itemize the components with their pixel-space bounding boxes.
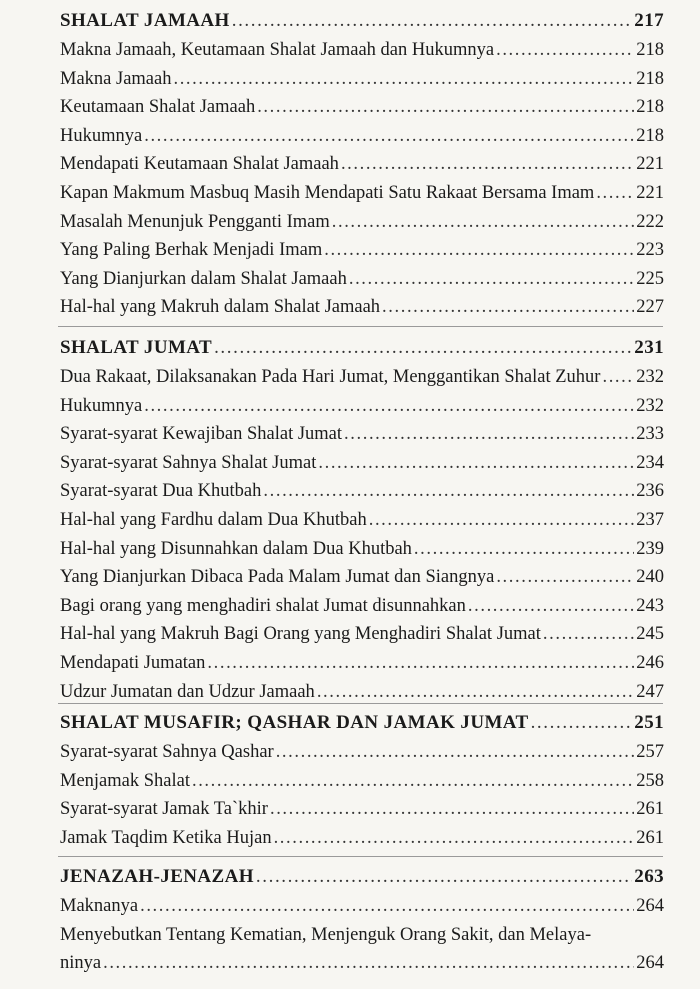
entry-page-number: 246 bbox=[636, 653, 664, 673]
entry-title: Jamak Taqdim Ketika Hujan bbox=[60, 827, 272, 848]
chapter-page-number: 251 bbox=[634, 712, 664, 733]
toc-entry[interactable] bbox=[60, 183, 664, 204]
entry-title: Syarat-syarat Dua Khutbah bbox=[60, 481, 262, 502]
entry-page-number: 261 bbox=[636, 827, 664, 848]
section-divider bbox=[58, 326, 663, 327]
entry-title: Kapan Makmum Masbuq Masih Mendapati Satu Rakaat Bersama Imam bbox=[60, 183, 595, 203]
entry-title: Makna Jamaah bbox=[60, 68, 172, 89]
dot-leader bbox=[274, 828, 635, 849]
dot-leader bbox=[332, 212, 635, 233]
entry-page-number: 227 bbox=[636, 297, 664, 318]
toc-entry[interactable] bbox=[60, 596, 664, 617]
entry-page-number: 264 bbox=[636, 953, 664, 974]
entry-title: Syarat-syarat Jamak Ta`khir bbox=[60, 799, 268, 820]
toc-entry[interactable] bbox=[60, 653, 664, 674]
toc-chapter[interactable] bbox=[60, 866, 664, 888]
chapter-page-number: 217 bbox=[634, 10, 664, 31]
toc-entry[interactable] bbox=[60, 567, 664, 588]
toc-chapter[interactable] bbox=[60, 10, 664, 32]
entry-title: Dua Rakaat, Dilaksanakan Pada Hari Jumat, Menggantikan Shalat Zuhur bbox=[60, 367, 601, 387]
dot-leader bbox=[496, 567, 634, 588]
chapter-title: SHALAT MUSAFIR; QASHAR DAN JAMAK JUMAT bbox=[60, 712, 529, 733]
toc-entry[interactable] bbox=[60, 396, 664, 417]
toc-entry[interactable] bbox=[60, 682, 664, 703]
toc-entry[interactable] bbox=[60, 40, 664, 61]
toc-entry[interactable] bbox=[60, 97, 664, 118]
entry-page-number: 218 bbox=[636, 97, 664, 118]
entry-page-number: 225 bbox=[636, 268, 664, 289]
entry-title: Bagi orang yang menghadiri shalat Jumat disunnahkan bbox=[60, 595, 466, 616]
dot-leader bbox=[496, 40, 634, 61]
toc-entry[interactable] bbox=[60, 424, 664, 445]
dot-leader bbox=[232, 10, 633, 32]
dot-leader bbox=[341, 154, 634, 175]
dot-leader bbox=[192, 771, 634, 792]
entry-title: Keutamaan Shalat Jamaah bbox=[60, 97, 256, 118]
dot-leader bbox=[382, 297, 634, 318]
toc-entry[interactable] bbox=[60, 453, 664, 474]
toc-chapter[interactable] bbox=[60, 712, 664, 734]
entry-page-number: 257 bbox=[636, 742, 664, 762]
entry-title: Hukumnya bbox=[60, 125, 143, 146]
chapter-title: SHALAT JUMAT bbox=[60, 337, 213, 358]
entry-page-number: 237 bbox=[636, 510, 664, 530]
dot-leader bbox=[140, 896, 634, 917]
toc-entry-line1[interactable]: Menyebutkan Tentang Kematian, Menjenguk Orang Sakit, dan Melaya- bbox=[60, 924, 592, 945]
entry-title: Mendapati Keutamaan Shalat Jamaah bbox=[60, 154, 339, 175]
entry-page-number: 261 bbox=[636, 799, 664, 820]
entry-title: Udzur Jumatan dan Udzur Jamaah bbox=[60, 681, 315, 702]
entry-page-number: 240 bbox=[636, 567, 664, 588]
dot-leader bbox=[270, 799, 634, 820]
entry-title: Menjamak Shalat bbox=[60, 770, 190, 791]
entry-page-number: 218 bbox=[636, 125, 664, 146]
entry-title: Masalah Menunjuk Pengganti Imam bbox=[60, 211, 330, 232]
entry-page-number: 233 bbox=[636, 424, 664, 445]
entry-title: Mendapati Jumatan bbox=[60, 653, 206, 673]
entry-page-number: 218 bbox=[636, 40, 664, 60]
entry-title: Maknanya bbox=[60, 896, 139, 916]
chapter-page-number: 263 bbox=[634, 866, 664, 887]
toc-entry[interactable] bbox=[60, 481, 664, 502]
chapter-page-number: 231 bbox=[634, 337, 664, 358]
dot-leader bbox=[531, 712, 633, 734]
dot-leader bbox=[173, 69, 634, 90]
entry-page-number: 218 bbox=[636, 68, 664, 89]
entry-page-number: 223 bbox=[636, 240, 664, 261]
dot-leader bbox=[596, 183, 634, 204]
toc-entry[interactable] bbox=[60, 799, 664, 820]
toc-entry[interactable] bbox=[60, 240, 664, 261]
entry-title: Hal-hal yang Fardhu dalam Dua Khutbah bbox=[60, 510, 367, 530]
entry-page-number: 236 bbox=[636, 481, 664, 502]
entry-page-number: 239 bbox=[636, 538, 664, 559]
entry-title: Syarat-syarat Sahnya Shalat Jumat bbox=[60, 452, 317, 473]
entry-page-number: 258 bbox=[636, 770, 664, 791]
dot-leader bbox=[207, 653, 634, 674]
chapter-title: JENAZAH-JENAZAH bbox=[60, 866, 254, 887]
entry-title: Syarat-syarat Sahnya Qashar bbox=[60, 742, 274, 762]
entry-title: Hukumnya bbox=[60, 395, 143, 416]
toc-chapter[interactable] bbox=[60, 337, 664, 359]
section-divider bbox=[58, 703, 663, 704]
toc-entry[interactable] bbox=[60, 154, 664, 175]
entry-title: Syarat-syarat Kewajiban Shalat Jumat bbox=[60, 424, 343, 445]
entry-page-number: 234 bbox=[636, 452, 664, 473]
dot-leader bbox=[103, 953, 634, 974]
toc-entry[interactable] bbox=[60, 126, 664, 147]
entry-page-number: 222 bbox=[636, 211, 664, 232]
dot-leader bbox=[318, 453, 634, 474]
toc-entry[interactable] bbox=[60, 742, 664, 763]
entry-page-number: 232 bbox=[636, 367, 664, 387]
entry-title: Makna Jamaah, Keutamaan Shalat Jamaah dan Hukumnya bbox=[60, 40, 495, 60]
dot-leader bbox=[276, 742, 635, 763]
entry-page-number: 247 bbox=[636, 681, 664, 702]
entry-title: Yang Dianjurkan Dibaca Pada Malam Jumat dan Siangnya bbox=[60, 567, 495, 588]
dot-leader bbox=[468, 596, 634, 617]
chapter-title: SHALAT JAMAAH bbox=[60, 10, 230, 31]
dot-leader bbox=[144, 126, 634, 147]
entry-page-number: 264 bbox=[636, 896, 664, 916]
toc-entry[interactable] bbox=[60, 269, 664, 290]
dot-leader bbox=[344, 424, 634, 445]
dot-leader bbox=[543, 624, 634, 645]
entry-title: Yang Dianjurkan dalam Shalat Jamaah bbox=[60, 268, 347, 289]
entry-page-number: 221 bbox=[636, 154, 664, 175]
dot-leader bbox=[349, 269, 634, 290]
entry-title-continuation: ninya bbox=[60, 953, 102, 974]
toc-entry[interactable] bbox=[60, 896, 664, 917]
toc-entry[interactable] bbox=[60, 771, 664, 792]
toc-entry[interactable] bbox=[60, 510, 664, 531]
entry-page-number: 221 bbox=[636, 183, 664, 203]
entry-page-number: 243 bbox=[636, 595, 664, 616]
dot-leader bbox=[324, 240, 634, 261]
dot-leader bbox=[256, 866, 632, 888]
section-divider bbox=[58, 856, 663, 857]
toc-entry[interactable] bbox=[60, 212, 664, 233]
toc-entry[interactable] bbox=[60, 69, 664, 90]
dot-leader bbox=[317, 682, 634, 703]
dot-leader bbox=[257, 97, 634, 118]
toc-entry[interactable] bbox=[60, 297, 664, 318]
dot-leader bbox=[263, 481, 634, 502]
dot-leader bbox=[602, 367, 634, 388]
toc-entry[interactable] bbox=[60, 367, 664, 388]
entry-title: Hal-hal yang Makruh Bagi Orang yang Menghadiri Shalat Jumat bbox=[60, 624, 541, 645]
dot-leader bbox=[414, 539, 634, 560]
entry-title: Hal-hal yang Disunnahkan dalam Dua Khutbah bbox=[60, 538, 412, 559]
entry-title: Yang Paling Berhak Menjadi Imam bbox=[60, 240, 323, 261]
toc-entry[interactable] bbox=[60, 953, 664, 974]
entry-page-number: 232 bbox=[636, 395, 664, 416]
dot-leader bbox=[144, 396, 634, 417]
toc-entry[interactable] bbox=[60, 828, 664, 849]
entry-title: Hal-hal yang Makruh dalam Shalat Jamaah bbox=[60, 297, 381, 318]
toc-entry[interactable] bbox=[60, 539, 664, 560]
toc-entry[interactable] bbox=[60, 624, 664, 645]
dot-leader bbox=[369, 510, 635, 531]
dot-leader bbox=[214, 337, 632, 359]
entry-page-number: 245 bbox=[636, 624, 664, 645]
